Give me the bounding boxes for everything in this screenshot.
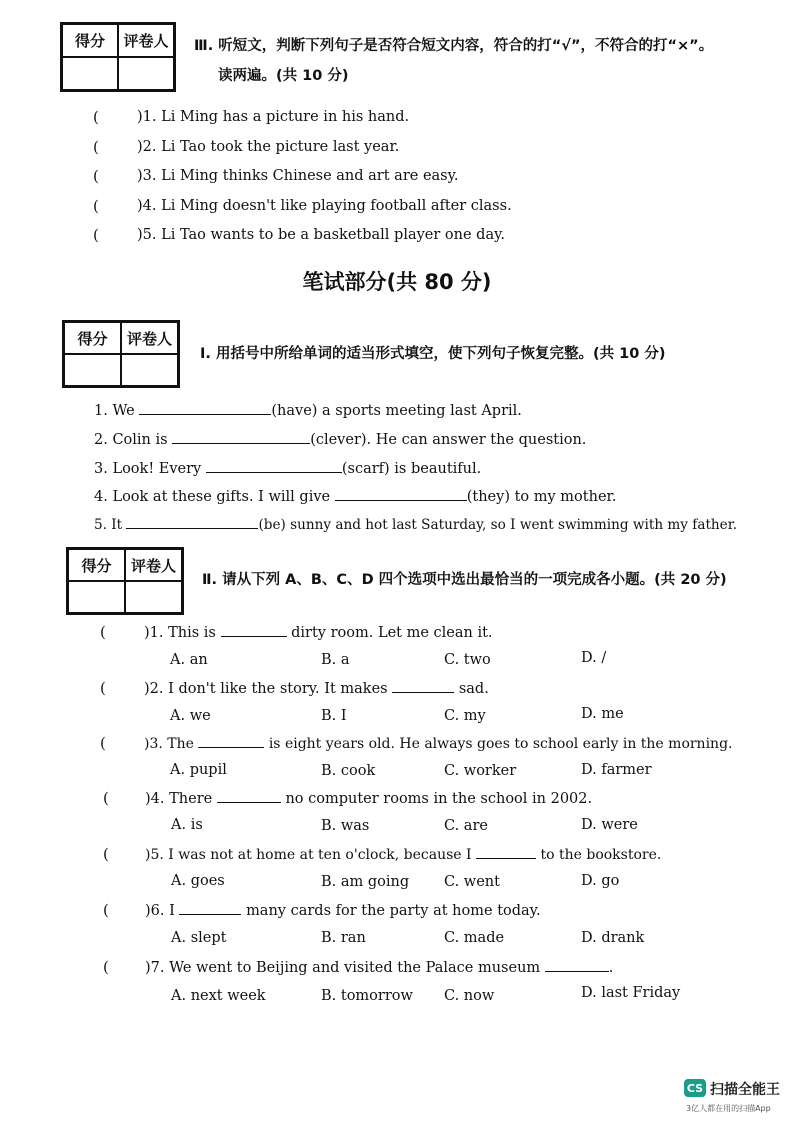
question-item: )2. I don't like the story. It makes sad. xyxy=(144,681,489,697)
fill-item: 5. It (be) sunny and hot last Saturday, so I went swimming with my father. xyxy=(94,517,738,533)
question-item: )4. There no computer rooms in the school in 2002. xyxy=(145,791,593,807)
option-b[interactable]: B. a xyxy=(321,652,350,668)
part3-title-line2: 读两遍。(共 10 分) xyxy=(218,68,349,84)
option-a[interactable]: A. goes xyxy=(171,873,225,889)
option-a[interactable]: A. an xyxy=(170,652,208,668)
question-item: )3. The is eight years old. He always goes to school early in the morning. xyxy=(144,736,733,752)
fill-item: 3. Look! Every (scarf) is beautiful. xyxy=(94,461,482,477)
option-d[interactable]: D. drank xyxy=(581,930,645,946)
watermark-name: 扫描全能王 xyxy=(710,1082,780,1098)
question-item: )7. We went to Beijing and visited the Palace museum . xyxy=(145,960,614,976)
answer-paren: ( xyxy=(93,138,99,156)
grader-cell xyxy=(121,354,178,386)
option-d[interactable]: D. me xyxy=(581,706,624,722)
option-b[interactable]: B. was xyxy=(321,818,370,834)
grader-label: 评卷人 xyxy=(125,549,182,581)
answer-paren: ( xyxy=(93,197,99,215)
answer-paren: ( xyxy=(100,734,106,752)
answer-blank[interactable] xyxy=(221,624,287,637)
part3-title: Ⅲ. 听短文，判断下列句子是否符合短文内容，符合的打“√”，不符合的打“×”。 xyxy=(194,38,714,54)
grader-cell xyxy=(118,57,174,90)
option-d[interactable]: D. farmer xyxy=(581,762,652,778)
answer-blank[interactable] xyxy=(545,959,609,972)
option-c[interactable]: C. two xyxy=(444,652,491,668)
answer-paren: ( xyxy=(93,108,99,126)
option-c[interactable]: C. made xyxy=(444,930,505,946)
option-d[interactable]: D. / xyxy=(581,650,607,666)
option-c[interactable]: C. worker xyxy=(444,763,517,779)
answer-paren: ( xyxy=(93,167,99,185)
score-box xyxy=(62,320,180,388)
answer-paren: ( xyxy=(103,958,109,976)
option-c[interactable]: C. now xyxy=(444,988,495,1004)
written-part-title: 笔试部分(共 80 分) xyxy=(302,270,492,294)
answer-paren: ( xyxy=(93,226,99,244)
option-a[interactable]: A. next week xyxy=(171,988,266,1004)
score-label: 得分 xyxy=(62,24,118,57)
option-b[interactable]: B. I xyxy=(321,708,347,724)
list-item: )3. Li Ming thinks Chinese and art are easy. xyxy=(137,168,459,184)
answer-paren: ( xyxy=(103,901,109,919)
option-a[interactable]: A. is xyxy=(171,817,203,833)
grader-label: 评卷人 xyxy=(118,24,174,57)
option-a[interactable]: A. slept xyxy=(171,930,227,946)
answer-blank[interactable] xyxy=(126,516,258,529)
answer-paren: ( xyxy=(100,679,106,697)
answer-blank[interactable] xyxy=(179,902,241,915)
grader-cell xyxy=(125,581,182,613)
option-c[interactable]: C. went xyxy=(444,874,500,890)
answer-paren: ( xyxy=(100,623,106,641)
option-b[interactable]: B. cook xyxy=(321,763,376,779)
list-item: )5. Li Tao wants to be a basketball player one day. xyxy=(137,227,505,243)
question-item: )5. I was not at home at ten o'clock, because I to the bookstore. xyxy=(145,847,662,863)
option-c[interactable]: C. my xyxy=(444,708,486,724)
option-c[interactable]: C. are xyxy=(444,818,488,834)
score-label: 得分 xyxy=(64,322,121,354)
score-box xyxy=(60,22,176,92)
answer-paren: ( xyxy=(103,845,109,863)
fill-item: 1. We (have) a sports meeting last April. xyxy=(94,403,522,419)
option-d[interactable]: D. last Friday xyxy=(581,985,681,1001)
answer-blank[interactable] xyxy=(335,488,467,501)
answer-blank[interactable] xyxy=(476,846,536,859)
option-d[interactable]: D. go xyxy=(581,873,620,889)
list-item: )4. Li Ming doesn't like playing football after class. xyxy=(137,198,512,214)
option-b[interactable]: B. ran xyxy=(321,930,366,946)
answer-blank[interactable] xyxy=(198,735,264,748)
score-cell xyxy=(62,57,118,90)
score-box xyxy=(66,547,184,615)
score-label: 得分 xyxy=(68,549,125,581)
answer-blank[interactable] xyxy=(392,680,454,693)
section2-title: Ⅱ. 请从下列 A、B、C、D 四个选项中选出最恰当的一项完成各小题。(共 20 分) xyxy=(202,572,727,588)
question-item: )6. I many cards for the party at home today. xyxy=(145,903,541,919)
score-cell xyxy=(64,354,121,386)
grader-label: 评卷人 xyxy=(121,322,178,354)
fill-item: 4. Look at these gifts. I will give (they) to my mother. xyxy=(94,489,617,505)
answer-blank[interactable] xyxy=(206,460,342,473)
option-b[interactable]: B. am going xyxy=(321,874,410,890)
list-item: )2. Li Tao took the picture last year. xyxy=(137,139,400,155)
option-d[interactable]: D. were xyxy=(581,817,638,833)
list-item: )1. Li Ming has a picture in his hand. xyxy=(137,109,410,125)
option-a[interactable]: A. pupil xyxy=(170,762,227,778)
camscanner-logo-icon: CS xyxy=(684,1079,706,1097)
answer-blank[interactable] xyxy=(172,431,310,444)
watermark-subtitle: 3亿人都在用的扫描App xyxy=(686,1104,771,1113)
question-item: )1. This is dirty room. Let me clean it. xyxy=(144,625,493,641)
answer-blank[interactable] xyxy=(139,402,271,415)
option-a[interactable]: A. we xyxy=(170,708,211,724)
fill-item: 2. Colin is (clever). He can answer the question. xyxy=(94,432,587,448)
answer-blank[interactable] xyxy=(217,790,281,803)
score-cell xyxy=(68,581,125,613)
option-b[interactable]: B. tomorrow xyxy=(321,988,413,1004)
section1-title: Ⅰ. 用括号中所给单词的适当形式填空，使下列句子恢复完整。(共 10 分) xyxy=(200,346,666,362)
answer-paren: ( xyxy=(103,789,109,807)
